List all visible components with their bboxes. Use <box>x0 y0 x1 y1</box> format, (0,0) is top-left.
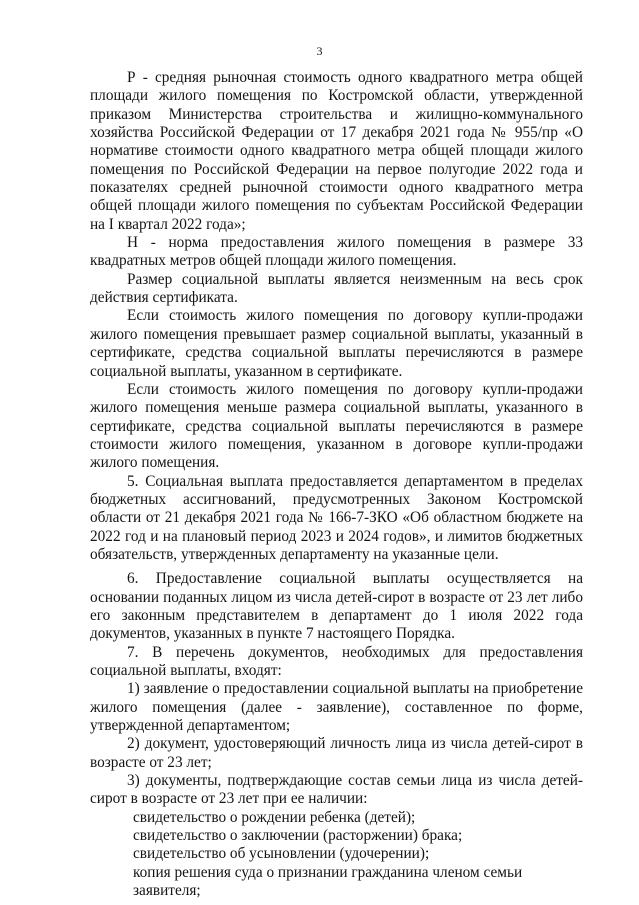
paragraph-clause-5: 5. Социальная выплата предоставляется департаментом в пределах бюджетных ассигнований, предусмотренных Законом Костромской области от 21 декабря 2021 года № 166-7-ЗКО «Об областном бюджете на 2022 год и на плановый период 2023 и 2024 годов», и лимитов бюджетных обязательств, утвержденных департаменту на указанные цели. <box>90 472 583 563</box>
paragraph-item-1: 1) заявление о предоставлении социальной выплаты на приобретение жилого помещения (далее - заявление), составленное по форме, утвержденной департаментом; <box>90 680 583 735</box>
paragraph-n-definition: Н - норма предоставления жилого помещения в размере 33 квадратных метров общей площади жилого помещения. <box>90 234 583 270</box>
paragraph-clause-7: 7. В перечень документов, необходимых для предоставления социальной выплаты, входят: <box>90 643 583 679</box>
list-item: свидетельство об усыновлении (удочерении); <box>133 845 430 863</box>
list-item: свидетельство о рождении ребенка (детей); <box>133 808 416 826</box>
document-body <box>90 69 583 900</box>
paragraph-p-definition: Р - средняя рыночная стоимость одного квадратного метра общей площади жилого помещения по Костромской области, утвержденной приказом Министерства строительства и жилищно-коммунального хозяйства Российской Федерации от 17 декабря 2021 года № 955/пр «О нормативе стоимости одного квадратного метра общей площади жилого помещения по Российской Федерации на первое полугодие 2022 года и показателях средней рыночной стоимости одного квадратного метра общей площади жилого помещения по субъектам Российской Федерации на I квартал 2022 года»; <box>90 69 583 233</box>
paragraph-item-2: 2) документ, удостоверяющий личность лица из числа детей-сирот в возрасте от 23 лет; <box>90 735 583 771</box>
paragraph-cost-exceeds: Если стоимость жилого помещения по договору купли-продажи жилого помещения превышает размер социальной выплаты, указанный в сертификате, средства социальной выплаты перечисляются в размере социальной выплаты, указанном в сертификате. <box>90 307 583 380</box>
list-item: копия решения суда о признании гражданина членом семьи заявителя; <box>133 863 523 900</box>
paragraph-item-3: 3) документы, подтверждающие состав семьи лица из числа детей-сирот в возрасте от 23 лет при ее наличии: <box>90 772 583 808</box>
page-number: 3 <box>316 44 323 58</box>
paragraph-clause-6: 6. Предоставление социальной выплаты осуществляется на основании поданных лицом из числа детей-сирот в возрасте от 23 лет либо его законным представителем в департамент до 1 июля 2022 года документов, указанных в пункте 7 настоящего Порядка. <box>90 570 583 643</box>
paragraph-payment-size: Размер социальной выплаты является неизменным на весь срок действия сертификата. <box>90 270 583 307</box>
list-item: свидетельство о заключении (расторжении) брака; <box>133 827 463 845</box>
paragraph-cost-less: Если стоимость жилого помещения по договору купли-продажи жилого помещения меньше размера социальной выплаты, указанного в сертификате, средства социальной выплаты перечисляются в размере стоимости жилого помещения, указанном в договоре купли-продажи жилого помещения. <box>90 380 583 472</box>
